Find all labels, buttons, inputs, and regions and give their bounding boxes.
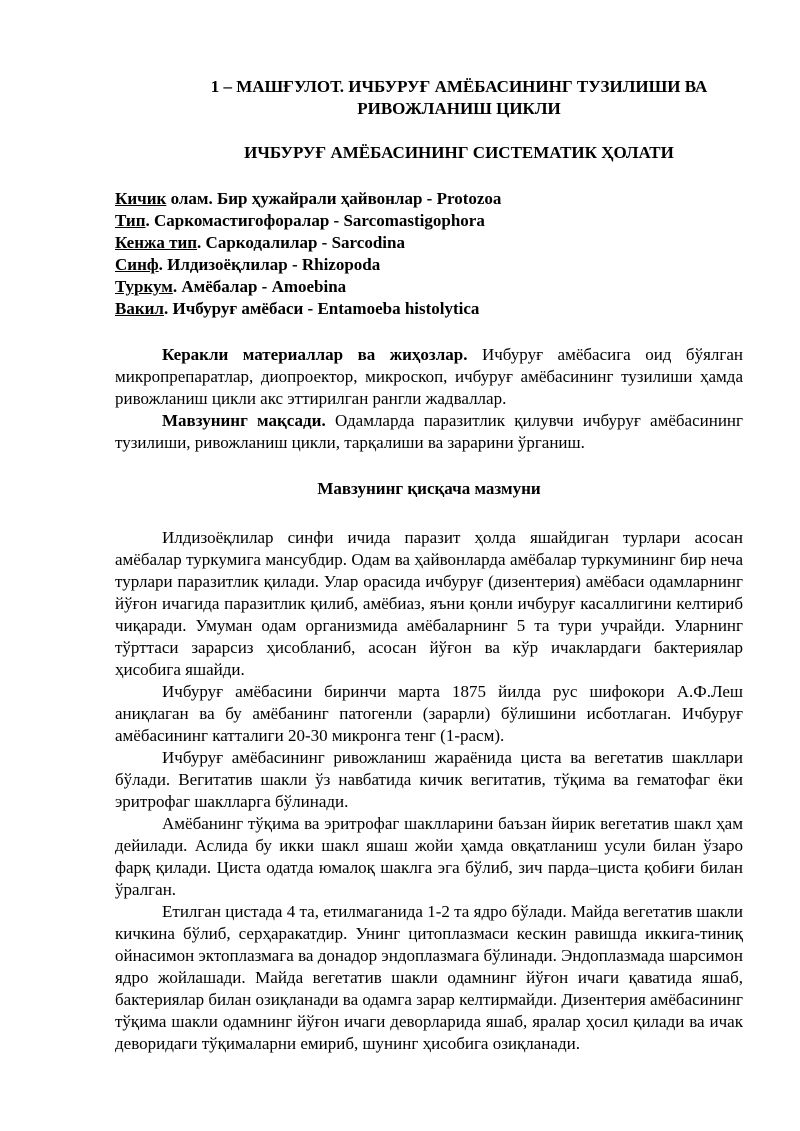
taxonomy-line xyxy=(115,210,743,232)
materials-paragraph xyxy=(115,344,743,410)
document-subtitle: ИЧБУРУҒ АМЁБАСИНИНГ СИСТЕМАТИК ҲОЛАТИ xyxy=(244,143,674,162)
taxonomy-line xyxy=(115,298,743,320)
taxonomy-rank: Синф xyxy=(115,255,159,274)
body-paragraph: Амёбанинг тўқима ва эритрофаг шаклларини баъзан йирик вегетатив шакл ҳам дейилади. Аслида бу икки шакл яшаш жойи ҳамда овқатланиш усули билан ўзаро фарқ қилади. Циста одатда юмалоқ шаклга эга бўлиб, зич парда–циста қобиғи билан ўралган. xyxy=(115,814,743,899)
taxonomy-text: . Ичбуруғ амёбаси - Entamoeba histolytica xyxy=(163,299,480,318)
goal-paragraph xyxy=(115,410,743,454)
taxonomy-line xyxy=(115,188,743,210)
taxonomy-text: . Саркомастигофоралар - Sarcomastigophora xyxy=(145,211,485,230)
taxonomy-rank: Туркум xyxy=(115,277,173,296)
taxonomy-rank: Кенжа тип xyxy=(115,233,198,252)
taxonomy-line xyxy=(115,276,743,298)
body-paragraph: Ичбуруғ амёбасининг ривожланиш жараёнида циста ва вегетатив шакллари бўлади. Вегитатив шакли ўз навбатида кичик вегитатив, тўқима ва гематофаг ёки эритрофаг шаклларга бўлинади. xyxy=(115,748,743,811)
taxonomy-rank: Вакил xyxy=(115,299,164,318)
materials-label: Керакли материаллар ва жиҳозлар. xyxy=(162,345,468,364)
taxonomy-text: . Амёбалар - Amoebina xyxy=(172,277,347,296)
goal-label: Мавзунинг мақсади. xyxy=(162,411,326,430)
taxonomy-line xyxy=(115,254,743,276)
body-paragraph: Илдизоёқлилар синфи ичида паразит ҳолда яшайдиган турлари асосан амёбалар туркумига мансубдир. Одам ва ҳайвонларда амёбалар туркумининг бир неча турлари паразитлик қилади. Улар орасида ичбуруғ (дизентерия) амёбаси одамларнинг йўғон ичагида паразитлик қилиб, амёбиаз, яъни қонли ичбуруғ касаллигини келтириб чиқаради. Умуман одам организмида амёбаларнинг 5 та тури учрайди. Уларнинг тўрттаси зарарсиз ҳисобланиб, асосан йўғон ва кўр ичаклардаги бактериялар ҳисобига яшайди. xyxy=(115,528,743,679)
section-heading: Мавзунинг қисқача мазмуни xyxy=(317,479,541,498)
taxonomy-line xyxy=(115,232,743,254)
taxonomy-list xyxy=(115,188,743,320)
taxonomy-rank: Тип xyxy=(115,211,146,230)
body-paragraph: Етилган цистада 4 та, етилмаганида 1-2 та ядро бўлади. Майда вегетатив шакли кичкина бўлиб, серҳаракатдир. Унинг цитоплазмаси кескин равишда иккига-тиниқ ойнасимон эктоплазмага ва донадор эндоплазмага бўлинади. Эндоплазмада шарсимон ядро жойлашади. Майда вегетатив шакли одамнинг йўғон ичаги қаватида яшаб, бактериялар билан озиқланади ва одамга зарар келтирмайди. Дизентерия амёбасининг тўқима шакли одамнинг йўғон ичаги деворларида яшаб, яралар ҳосил қилади ва ичак деворидаги тўқималарни емириб, шунинг ҳисобига озиқланади. xyxy=(115,902,743,1053)
taxonomy-rank: Кичик xyxy=(115,189,167,208)
taxonomy-text: олам. Бир ҳужайрали ҳайвонлар - Protozoa xyxy=(166,189,502,208)
body-paragraph: Ичбуруғ амёбасини биринчи марта 1875 йилда рус шифокори А.Ф.Леш аниқлаган ва бу амёбанинг патогенли (зарарли) бўлишини исботлаган. Ичбуруғ амёбасининг катталиги 20-30 микронга тенг (1-расм). xyxy=(115,682,743,745)
taxonomy-text: . Илдизоёқлилар - Rhizopoda xyxy=(158,255,381,274)
taxonomy-text: . Саркодалилар - Sarcodina xyxy=(197,233,405,252)
materials-text: Ичбуруғ амёбасига оид бўялган микропрепаратлар, диопроектор, микроскоп, ичбуруғ амёбасининг тузилиши ҳамда ривожланиш цикли акс эттирилган рангли жадваллар. xyxy=(115,345,744,408)
document-page xyxy=(115,76,743,1055)
goal-text: Одамларда паразитлик қилувчи ичбуруғ амёбасининг тузилиши, ривожланиш цикли, тарқалиши ва зарарини ўрганиш. xyxy=(115,411,743,452)
document-title: 1 – МАШҒУЛОТ. ИЧБУРУҒ АМЁБАСИНИНГ ТУЗИЛИШИ ВА РИВОЖЛАНИШ ЦИКЛИ xyxy=(210,77,708,118)
